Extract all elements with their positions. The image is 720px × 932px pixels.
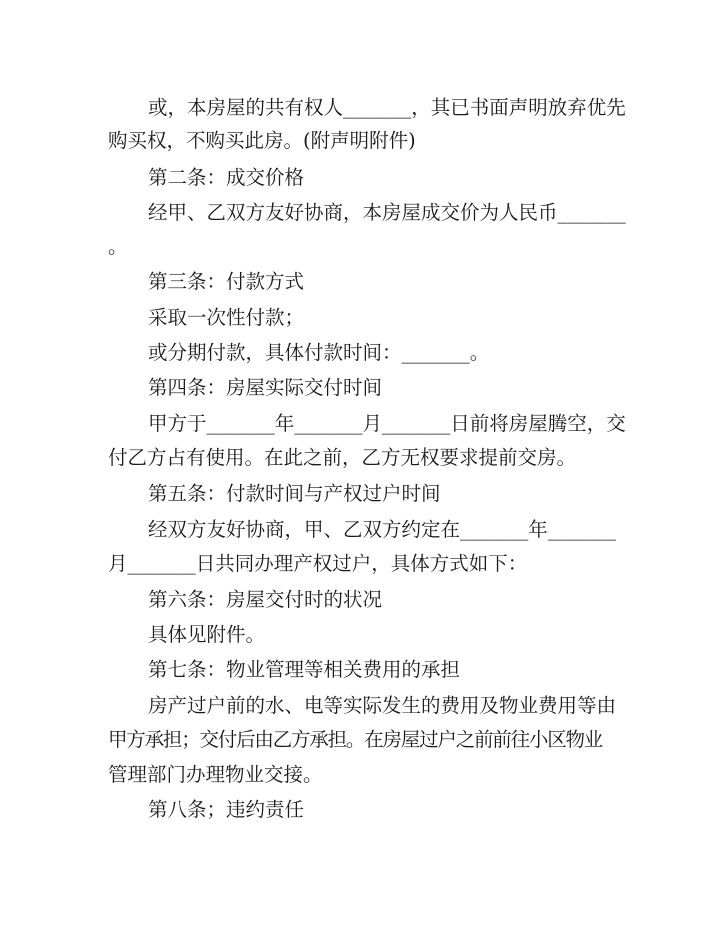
paragraph-line: 甲方于_______年_______月_______日前将房屋腾空，交 [148,412,626,435]
paragraph-line: 购买权，不购买此房。(附声明附件) [108,129,416,152]
paragraph-line: 月_______日共同办理产权过户，具体方式如下： [108,552,528,575]
section-heading: 第八条；违约责任 [148,798,305,821]
paragraph-line: 房产过户前的水、电等实际发生的费用及物业费用等由 [148,694,617,717]
paragraph-line: 甲方承担；交付后由乙方承担。在房屋过户之前前往小区物业 [108,728,603,751]
section-heading: 第二条：成交价格 [148,166,305,189]
section-heading: 第三条：付款方式 [148,270,305,293]
section-heading: 第五条：付款时间与产权过户时间 [148,482,441,505]
paragraph-line: 。 [108,235,128,258]
section-heading: 第四条：房屋实际交付时间 [148,376,383,399]
paragraph-line: 付乙方占有使用。在此之前，乙方无权要求提前交房。 [108,446,577,469]
paragraph-line: 管理部门办理物业交接。 [108,763,323,786]
paragraph-line: 经甲、乙双方友好协商，本房屋成交价为人民币_______ [148,201,626,224]
paragraph-line: 具体见附件。 [148,623,266,646]
paragraph-line: 采取一次性付款； [148,306,305,329]
paragraph-line: 或分期付款，具体付款时间：_______。 [148,341,490,364]
section-heading: 第七条：物业管理等相关费用的承担 [148,658,461,681]
paragraph-line: 或，本房屋的共有权人_______，其已书面声明放弃优先 [148,96,626,119]
section-heading: 第六条：房屋交付时的状况 [148,588,383,611]
paragraph-line: 经双方友好协商，甲、乙双方约定在_______年_______ [148,518,617,541]
